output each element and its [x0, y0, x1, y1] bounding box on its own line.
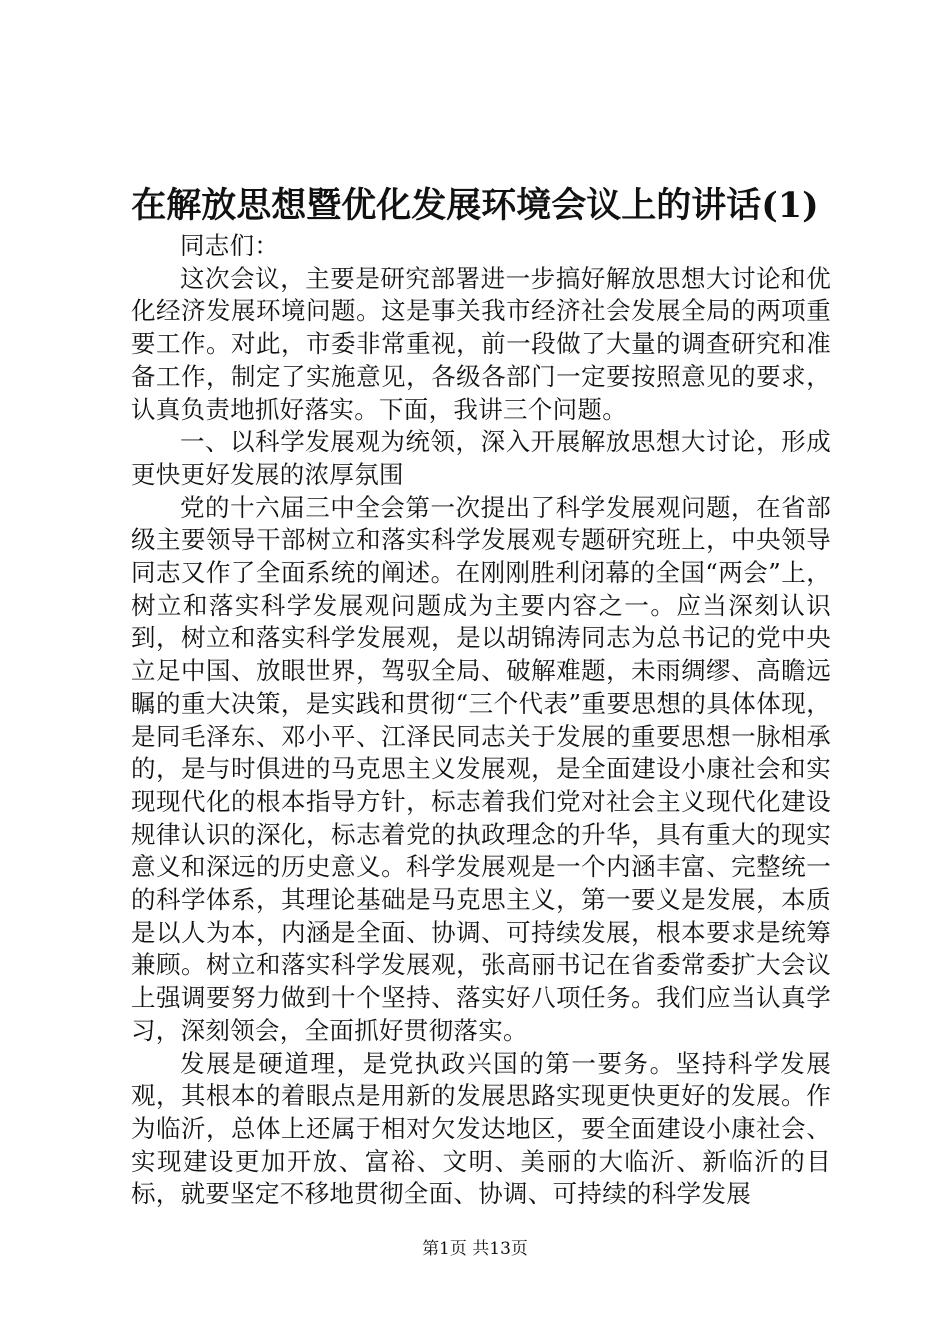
document-title: 在解放思想暨优化发展环境会议上的讲话(1)	[131, 185, 819, 226]
section-heading-1: 一、以科学发展观为统领，深入开展解放思想大讨论，形成更快更好发展的浓厚氛围	[131, 427, 831, 489]
salutation-paragraph: 同志们：	[180, 231, 280, 260]
intro-paragraph: 这次会议，主要是研究部署进一步搞好解放思想大讨论和优化经济发展环境问题。这是事关我市经济社会发展全局的两项重要工作。对此，市委非常重视，前一段做了大量的调查研究和准备工作，制定了实施意见，各级各部门一定要按照意见的要求，认真负责地抓好落实。下面，我讲三个问题。	[131, 263, 831, 424]
document-body	[131, 230, 831, 1211]
body-paragraph: 发展是硬道理，是党执政兴国的第一要务。坚持科学发展观，其根本的着眼点是用新的发展思路实现更快更好的发展。作为临沂，总体上还属于相对欠发达地区，要全面建设小康社会、实现建设更加开放、富裕、文明、美丽的大临沂、新临沂的目标，就要坚定不移地贯彻全面、协调、可持续的科学发展	[131, 1048, 831, 1209]
body-paragraph: 党的十六届三中全会第一次提出了科学发展观问题，在省部级主要领导干部树立和落实科学发展观专题研究班上，中央领导同志又作了全面系统的阐述。在刚刚胜利闭幕的全国“两会”上，树立和落实科学发展观问题成为主要内容之一。应当深刻认识到，树立和落实科学发展观，是以胡锦涛同志为总书记的党中央立足中国、放眼世界，驾驭全局、破解难题，未雨绸缪、高瞻远瞩的重大决策，是实践和贯彻“三个代表”重要思想的具体体现，是同毛泽东、邓小平、江泽民同志关于发展的重要思想一脉相承的，是与时俱进的马克思主义发展观，是全面建设小康社会和实现现代化的根本指导方针，标志着我们党对社会主义现代化建设规律认识的深化，标志着党的执政理念的升华，具有重大的现实意义和深远的历史意义。科学发展观是一个内涵丰富、完整统一的科学体系，其理论基础是马克思主义，第一要义是发展，本质是以人为本，内涵是全面、协调、可持续发展，根本要求是统筹兼顾。树立和落实科学发展观，张高丽书记在省委常委扩大会议上强调要努力做到十个坚持、落实好八项任务。我们应当认真学习，深刻领会，全面抓好贯彻落实。	[131, 492, 831, 1045]
page-footer: 第1页 共13页	[422, 1239, 528, 1259]
